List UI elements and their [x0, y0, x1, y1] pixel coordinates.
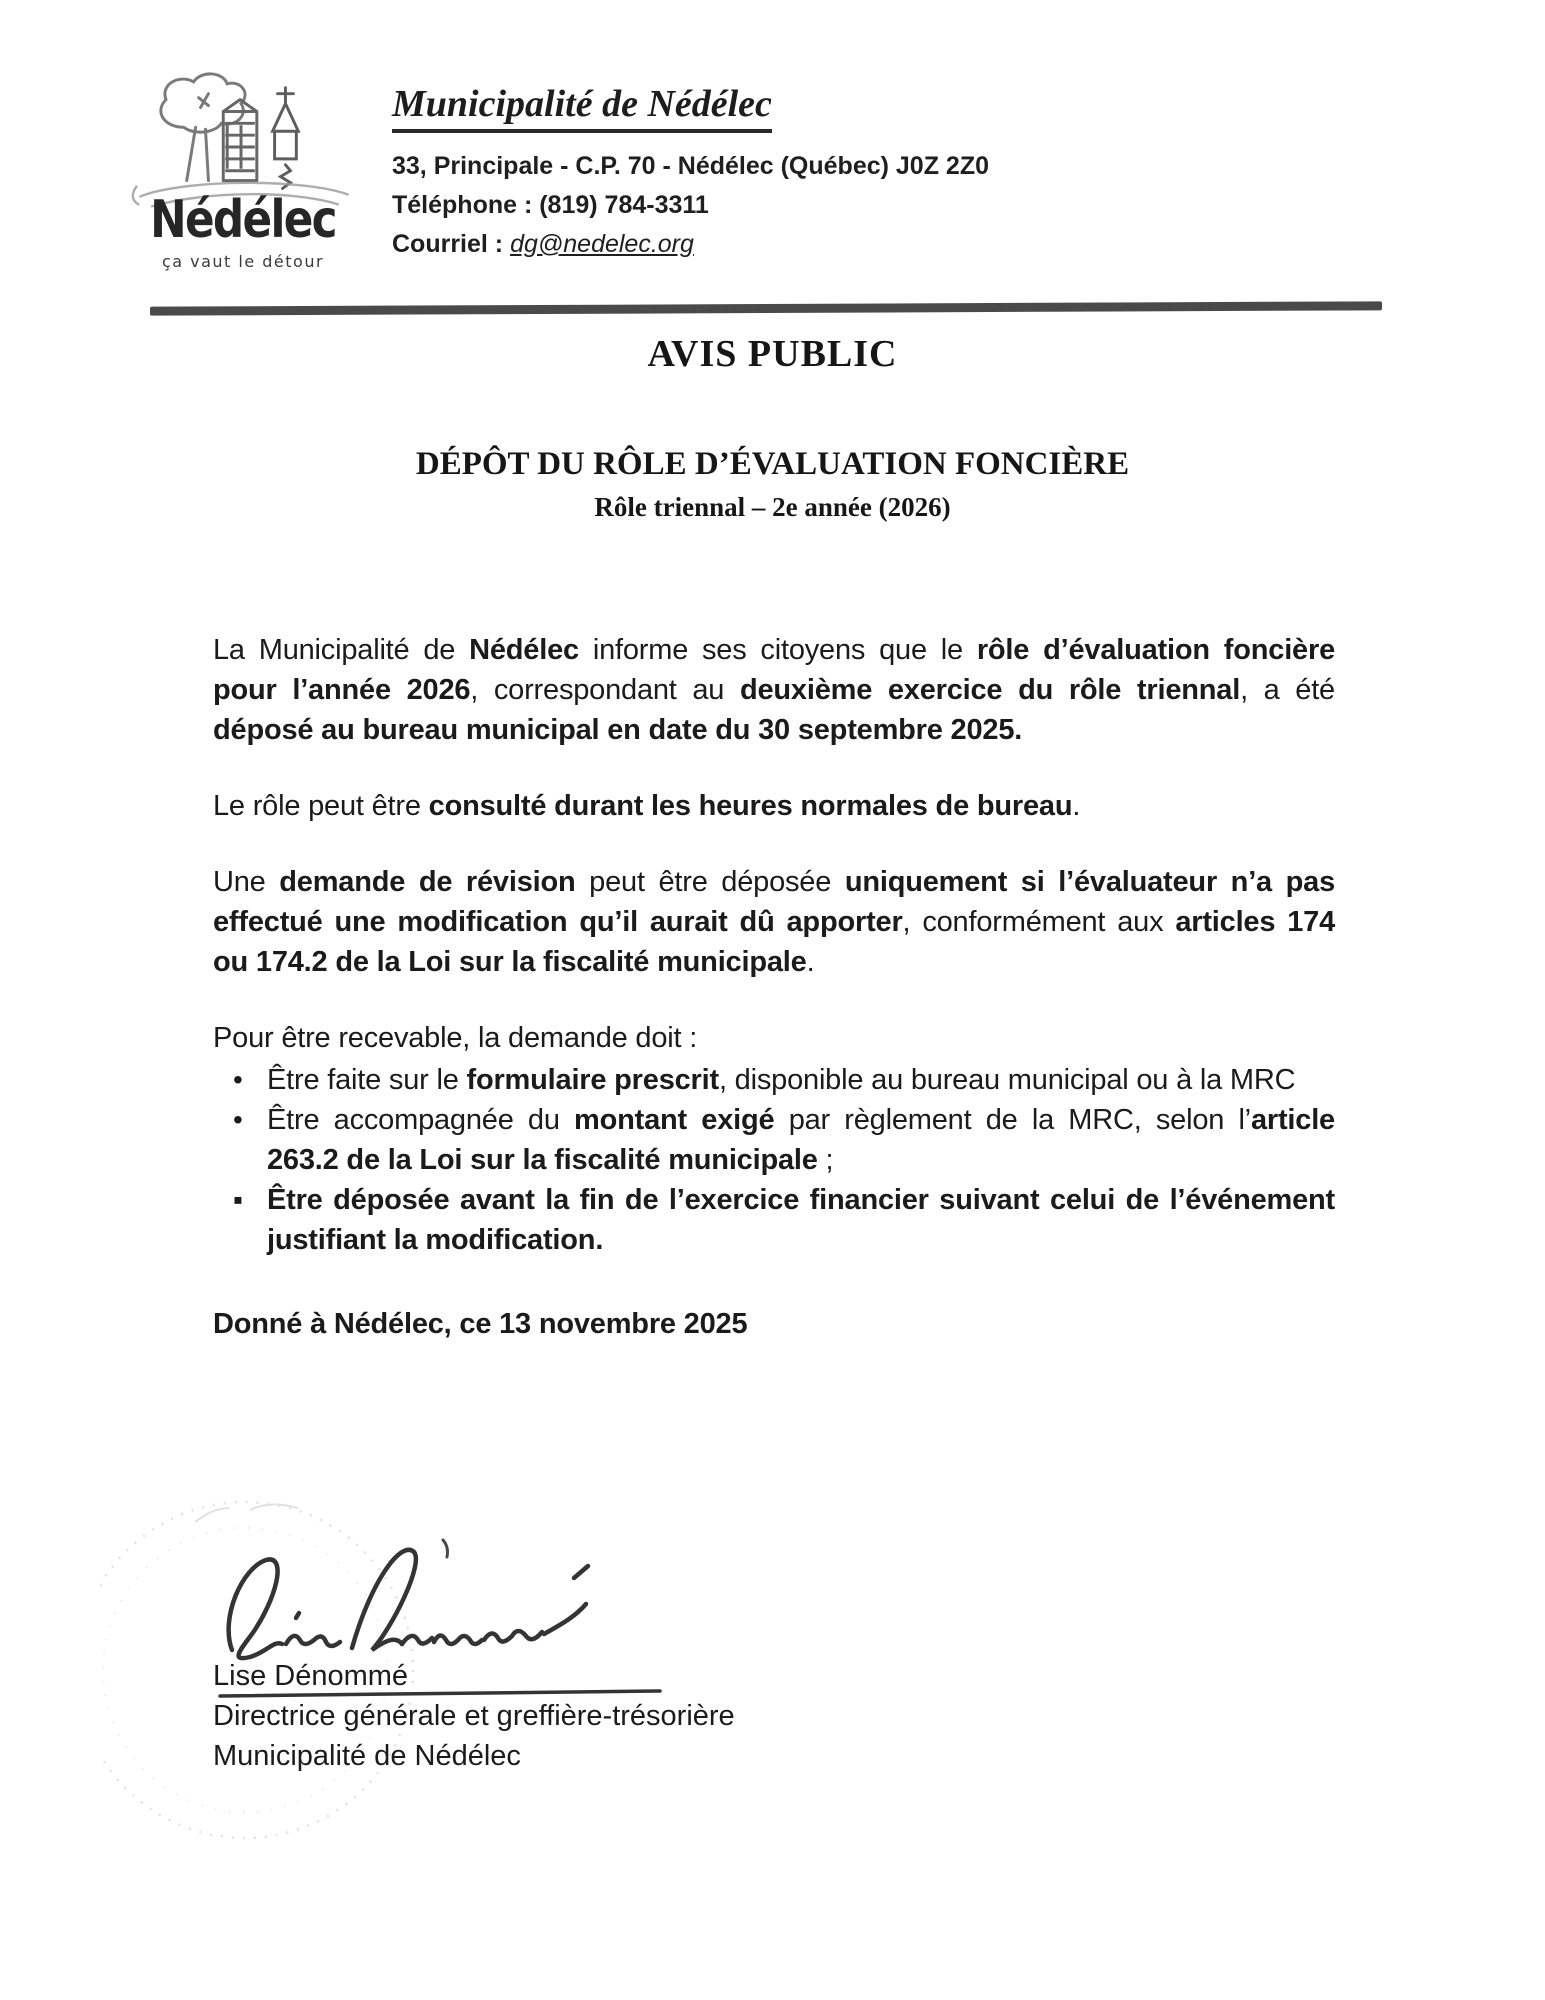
dateline: Donné à Nédélec, ce 13 novembre 2025 — [213, 1308, 748, 1340]
list-item-text — [267, 1104, 1335, 1176]
text-segment: uniquement si l’évaluateur n’a pas effectué une modification qu’il aurait dû apporter — [213, 866, 1335, 938]
organization-name: Municipalité de Nédélec — [392, 84, 772, 133]
text-segment: peut être déposée — [575, 866, 845, 898]
paragraph-consultation — [213, 786, 1335, 826]
email-label: Courriel : — [392, 229, 511, 258]
text-segment: articles 174 ou 174.2 de la Loi sur la fiscalité municipale — [213, 906, 1335, 978]
text-segment: informe ses citoyens que le — [578, 634, 977, 666]
notice-title: AVIS PUBLIC — [647, 333, 898, 375]
letterhead-divider-rule — [150, 301, 1382, 315]
text-segment: Le rôle peut être — [213, 790, 429, 822]
signer-title: Directrice générale et greffière-trésorière — [213, 1700, 735, 1732]
text-segment: Être accompagnée du — [267, 1104, 575, 1136]
square-bullet-icon: ▪ — [233, 1184, 243, 1215]
paragraph-revision — [213, 862, 1335, 982]
text-segment: . — [1072, 790, 1081, 822]
text-segment: deuxième exercice du rôle triennal — [739, 674, 1241, 706]
letterhead — [392, 84, 989, 264]
round-bullet-icon: • — [233, 1064, 243, 1095]
text-segment: déposé au bureau municipal en date du 30 septembre 2025. — [213, 714, 1023, 746]
list-item — [213, 1180, 1335, 1260]
text-segment: ; — [817, 1144, 834, 1176]
paragraph-deposit — [213, 630, 1335, 750]
email-line — [392, 225, 989, 264]
signer-organization: Municipalité de Nédélec — [213, 1740, 521, 1772]
text-segment: La Municipalité de — [213, 634, 470, 666]
text-segment: Nédélec — [469, 634, 579, 666]
phone-line: Téléphone : (819) 784-3311 — [392, 190, 709, 219]
text-segment: demande de révision — [279, 866, 576, 898]
text-segment: . — [806, 946, 815, 978]
list-item — [213, 1100, 1335, 1180]
municipal-logo — [112, 70, 374, 271]
text-segment: rôle d’évaluation foncière pour l’année 2026 — [213, 634, 1335, 706]
list-item — [213, 1060, 1335, 1100]
list-item-text — [267, 1184, 1335, 1256]
list-item-text — [267, 1064, 1295, 1096]
logo-tagline: ça vaut le détour — [161, 252, 325, 271]
email-address: dg@nedelec.org — [510, 229, 694, 258]
requirements-list — [213, 1060, 1335, 1260]
text-segment: Être déposée avant la fin de l’exercice financier suivant celui de l’événement justifiant la modification. — [267, 1184, 1335, 1256]
round-bullet-icon: • — [233, 1104, 243, 1135]
text-segment: Être faite sur le — [267, 1064, 467, 1096]
text-segment: consulté durant les heures normales de bureau — [428, 790, 1073, 822]
signer-identification — [213, 1656, 735, 1776]
notice-body — [213, 630, 1335, 1344]
list-intro: Pour être recevable, la demande doit : — [213, 1022, 698, 1054]
text-segment: , conformément aux — [902, 906, 1176, 938]
logo-wordmark: Nédélec — [150, 190, 336, 250]
text-segment: , disponible au bureau municipal ou à la MRC — [718, 1064, 1296, 1096]
text-segment: formulaire prescrit — [466, 1064, 719, 1096]
text-segment: article 263.2 de la Loi sur la fiscalité municipale — [267, 1104, 1335, 1176]
text-segment: par règlement de la MRC, selon l’ — [774, 1104, 1251, 1136]
text-segment: montant exigé — [574, 1104, 775, 1136]
notice-subheading: Rôle triennal – 2e année (2026) — [594, 492, 951, 522]
address-line: 33, Principale - C.P. 70 - Nédélec (Québec) J0Z 2Z0 — [392, 151, 990, 180]
signer-name: Lise Dénommé — [213, 1660, 409, 1692]
text-segment: , a été — [1240, 674, 1335, 706]
text-segment: , correspondant au — [470, 674, 740, 706]
text-segment: Une — [213, 866, 280, 898]
notice-heading: DÉPÔT DU RÔLE D’ÉVALUATION FONCIÈRE — [415, 446, 1130, 482]
